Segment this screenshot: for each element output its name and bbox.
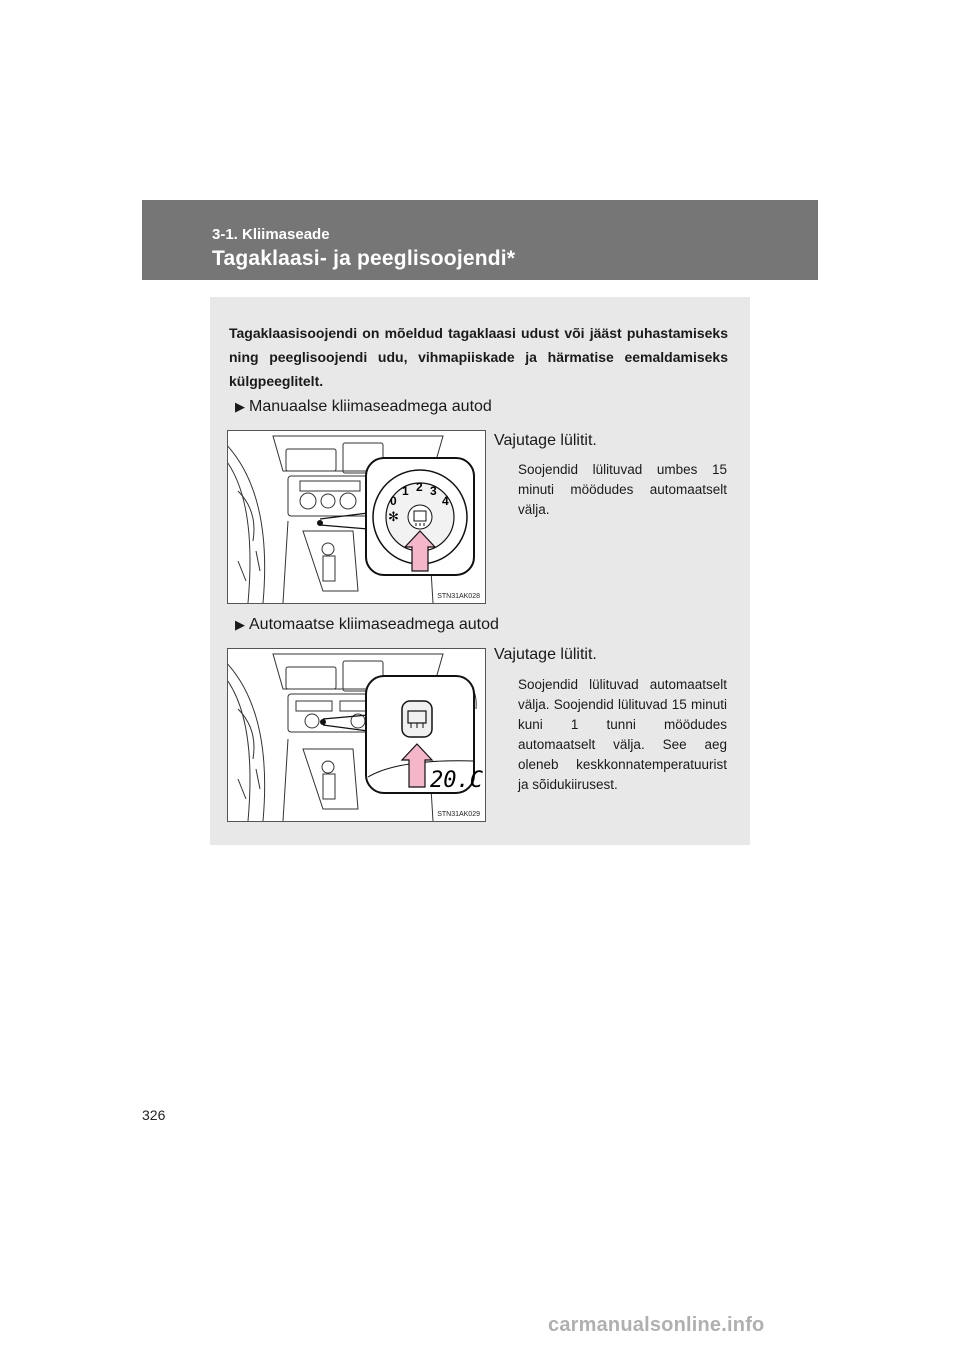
- dial-label-0: 0: [390, 494, 397, 508]
- figure-automatic-climate: [227, 648, 486, 822]
- chapter-header: [142, 200, 818, 280]
- figure-manual-climate: [227, 430, 486, 604]
- section-heading-manual: [235, 397, 492, 417]
- dial-label-3: 3: [430, 484, 437, 498]
- dial-label-4: 4: [442, 494, 449, 508]
- content-box: [210, 297, 750, 845]
- section-heading-automatic: [235, 615, 499, 635]
- triangle-bullet-icon: ▶: [235, 617, 245, 632]
- temperature-display: 20.C: [430, 768, 483, 793]
- instruction-text: Vajutage lülitit.: [494, 646, 597, 663]
- dial-label-2: 2: [416, 480, 423, 494]
- note-text: Soojendid lülituvad umbes 15 minuti möödudes automaatselt välja.: [518, 462, 727, 517]
- page-number: 326: [142, 1107, 166, 1123]
- dial-label-1: 1: [402, 484, 409, 498]
- instruction-text: Vajutage lülitit.: [494, 432, 597, 449]
- dashboard-illustration: [228, 649, 485, 821]
- triangle-bullet-icon: ▶: [235, 399, 245, 414]
- dashboard-illustration: [228, 431, 485, 603]
- watermark[interactable]: carmanualsonline.info: [548, 1314, 765, 1336]
- intro-paragraph: Tagaklaasisoojendi on mõeldud tagaklaasi udust või jääst puhastamiseks ning peeglisoojendi udu, vihmapiiskade ja härmatise eemaldamiseks külgpeeglitelt.: [229, 325, 728, 389]
- section-heading-text: Manuaalse kliimaseadmega autod: [249, 398, 492, 415]
- figure-code: STN31AK028: [437, 593, 480, 600]
- note-text: Soojendid lülituvad automaatselt välja. Soojendid lülituvad 15 minuti kuni 1 tunni möödudes automaatselt välja. See aeg oleneb keskkonnatemperatuurist ja sõidukiirusest.: [518, 677, 727, 792]
- figure-code: STN31AK029: [437, 811, 480, 818]
- page-title: Tagaklaasi- ja peeglisoojendi*: [212, 247, 516, 270]
- fan-icon: ✻: [388, 510, 399, 525]
- section-heading-text: Automaatse kliimaseadmega autod: [249, 616, 499, 633]
- section-label: 3-1. Kliimaseade: [212, 226, 330, 243]
